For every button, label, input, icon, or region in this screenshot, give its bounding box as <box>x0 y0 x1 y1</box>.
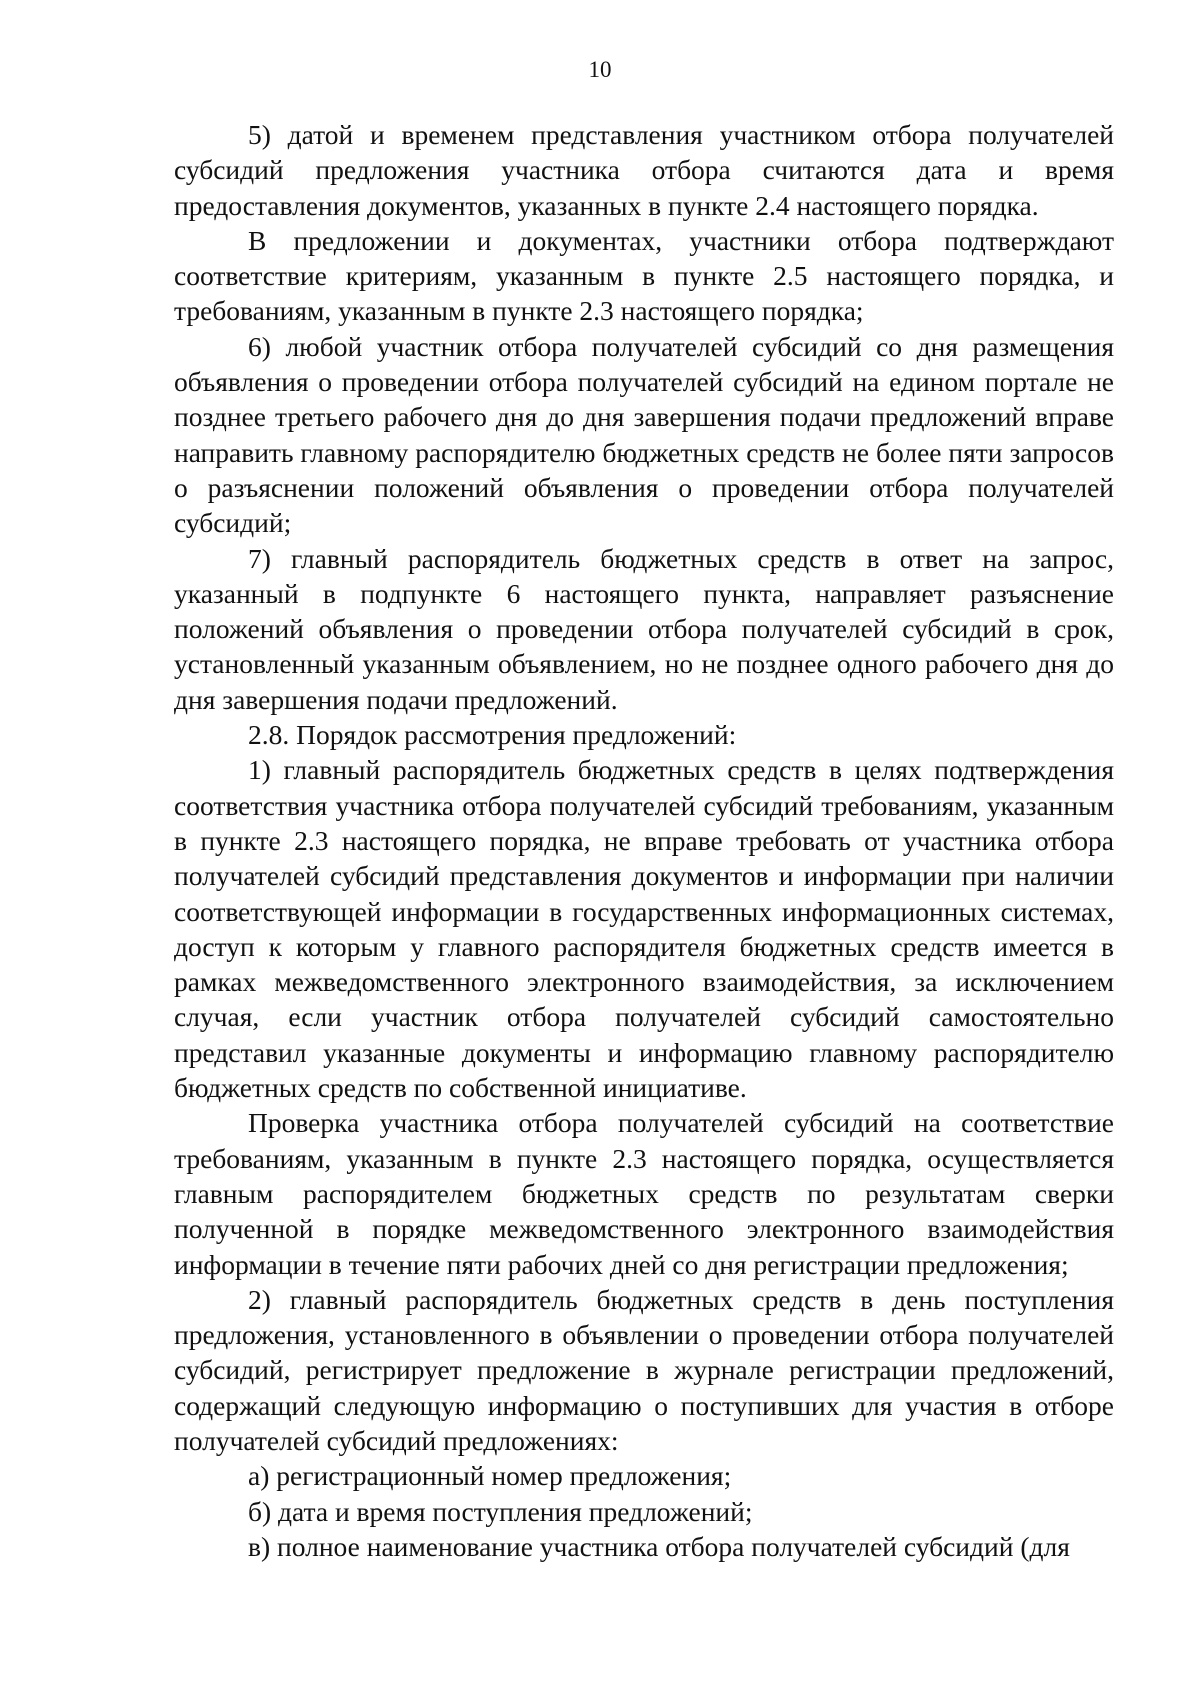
page-number: 10 <box>588 57 612 82</box>
section-heading: 2.8. Порядок рассмотрения предложений: <box>248 719 737 751</box>
list-item: а) регистрационный номер предложения; <box>248 1460 732 1492</box>
paragraph: Проверка участника отбора получателей субсидий на соответствие требованиям, указанным в пункте 2.3 настоящего порядка, осуществляется главным распорядителем бюджетных средств по результатам сверки полученной в порядке межведомственного электронного взаимодействия информации в течение пяти рабочих дней со дня регистрации предложения; <box>174 1107 1114 1280</box>
paragraph: В предложении и документах, участники отбора подтверждают соответствие критериям, указанным в пункте 2.5 настоящего порядка, и требованиям, указанным в пункте 2.3 настоящего порядка; <box>174 224 1114 327</box>
paragraph: 1) главный распорядитель бюджетных средств в целях подтверждения соответствия участника отбора получателей субсидий требованиям, указанным в пункте 2.3 настоящего порядка, не вправе требовать от участника отбора получателей субсидий представления документов и информации при наличии соответствующей информации в государственных информационных системах, доступ к которым у главного распорядителя бюджетных средств имеется в рамках межведомственного электронного взаимодействия, за исключением случая, если участник отбора получателей субсидий самостоятельно представил указанные документы и информацию главному распорядителю бюджетных средств по собственной инициативе. <box>174 754 1114 1104</box>
paragraph: 7) главный распорядитель бюджетных средств в ответ на запрос, указанный в подпункте 6 настоящего пункта, направляет разъяснение положений объявления о проведении отбора получателей субсидий в срок, установленный указанным объявлением, но не позднее одного рабочего дня до дня завершения подачи предложений. <box>174 542 1114 715</box>
paragraph: 6) любой участник отбора получателей субсидий со дня размещения объявления о проведении отбора получателей субсидий на едином портале не позднее третьего рабочего дня до дня завершения подачи предложений вправе направить главному распорядителю бюджетных средств не более пяти запросов о разъяснении положений объявления о проведении отбора получателей субсидий; <box>174 330 1114 539</box>
list-item: в) полное наименование участника отбора получателей субсидий (для <box>248 1530 1070 1562</box>
paragraph: 2) главный распорядитель бюджетных средств в день поступления предложения, установленного в объявлении о проведении отбора получателей субсидий, регистрирует предложение в журнале регистрации предложений, содержащий следующую информацию о поступивших для участия в отборе получателей субсидий предложениях: <box>174 1283 1114 1456</box>
document-body <box>174 117 1114 1564</box>
list-item: б) дата и время поступления предложений; <box>248 1495 753 1527</box>
paragraph: 5) датой и временем представления участником отбора получателей субсидий предложения участника отбора считаются дата и время предоставления документов, указанных в пункте 2.4 настоящего порядка. <box>174 119 1114 221</box>
